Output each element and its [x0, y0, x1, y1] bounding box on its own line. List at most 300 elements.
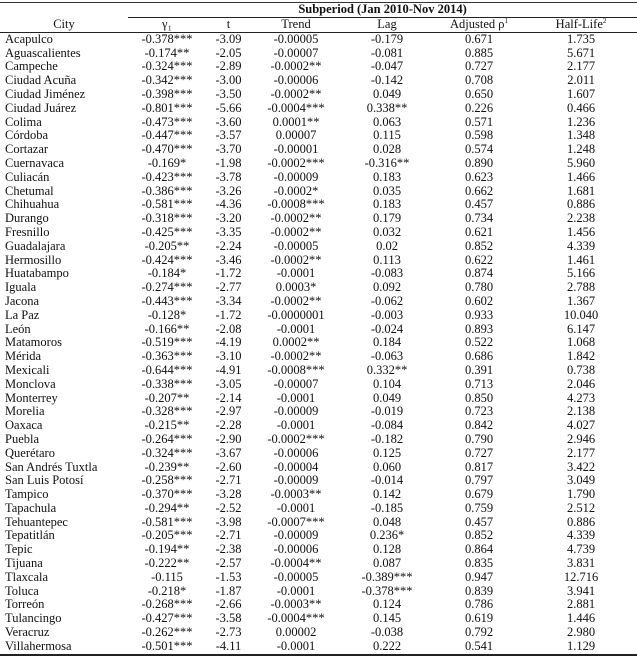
cell-gamma: -0.363*** [141, 349, 193, 364]
cell-city: Tapachula [5, 500, 57, 515]
col-header-half-life: Half-Life$^2$ [525, 17, 637, 32]
cell-lag: -0.179 [370, 31, 404, 46]
cell-lag: 0.048 [372, 514, 402, 529]
cell-city: Cortazar [5, 142, 49, 157]
cell-adjusted: 0.598 [464, 128, 494, 143]
cell-half-life: 3.049 [566, 473, 596, 488]
cell-lag: -0.081 [370, 45, 404, 60]
table-row [0, 405, 637, 419]
cell-t: -3.28 [215, 487, 242, 502]
cell-city: Tehuantepec [5, 514, 68, 529]
cell-lag: 0.222 [341, 640, 433, 655]
table-row [0, 336, 637, 350]
cell-trend: -0.0001 [276, 321, 316, 336]
cell-city: Campeche [5, 59, 58, 74]
cell-gamma: -0.342*** [141, 73, 193, 88]
cell-t: -4.11 [206, 640, 251, 655]
cell-adjusted: 0.457 [464, 197, 494, 212]
cell-city: San Luis Potosí [5, 473, 84, 488]
table-row [0, 392, 637, 406]
cell-city: Tepatitlán [5, 528, 55, 543]
cell-adjusted: 0.679 [464, 487, 494, 502]
cell-gamma: -0.519*** [141, 335, 193, 350]
cell-t: -3.35 [215, 224, 242, 239]
cell-lag: 0.028 [372, 142, 402, 157]
cell-city: Toluca [5, 583, 39, 598]
cell-half-life: 2.138 [566, 404, 596, 419]
cell-gamma: -0.425*** [141, 224, 193, 239]
cell-adjusted: 0.852 [464, 528, 494, 543]
table-row [0, 557, 637, 571]
cell-adjusted: 0.786 [464, 597, 494, 612]
cell-trend: -0.00009 [273, 169, 319, 184]
cell-trend: -0.0002** [270, 211, 322, 226]
cell-adjusted: 0.727 [464, 59, 494, 74]
cell-trend: 0.00007 [275, 128, 317, 143]
cell-t: -3.10 [215, 349, 242, 364]
cell-half-life: 4.739 [566, 542, 596, 557]
cell-adjusted: 0.759 [464, 500, 494, 515]
cell-lag: 0.115 [373, 128, 401, 143]
cell-t: -1.87 [215, 583, 242, 598]
cell-city: Fresnillo [5, 224, 50, 239]
cell-gamma: -0.470*** [141, 142, 193, 157]
cell-adjusted: 0.780 [464, 280, 494, 295]
cell-half-life: 6.147 [566, 321, 596, 336]
cell-adjusted: 0.839 [464, 583, 494, 598]
cell-half-life: 0.738 [566, 362, 596, 377]
cell-gamma: -0.174** [144, 45, 190, 60]
cell-city: Torreón [5, 597, 45, 612]
cell-adjusted: 0.835 [464, 556, 494, 571]
cell-t: -4.91 [215, 362, 242, 377]
cell-half-life: 1.367 [566, 293, 596, 308]
footnote-marker: 2 [602, 16, 607, 25]
cell-city: Monclova [5, 376, 56, 391]
cell-t: -3.67 [215, 445, 242, 460]
table-row [0, 60, 637, 74]
cell-gamma: -0.222** [144, 556, 190, 571]
cell-city: León [5, 321, 31, 336]
cell-t: -4.36 [215, 197, 242, 212]
cell-adjusted: 0.792 [464, 625, 494, 640]
cell-adjusted: 0.852 [464, 238, 494, 253]
cell-gamma: -0.166** [144, 321, 190, 336]
cell-t: -3.34 [215, 293, 242, 308]
cell-gamma: -0.398*** [141, 86, 193, 101]
cell-city: Ciudad Jiménez [5, 86, 86, 101]
cell-half-life: 12.716 [563, 569, 599, 584]
cell-adjusted: 0.790 [464, 431, 494, 446]
cell-lag: 0.063 [372, 114, 402, 129]
cell-half-life: 4.273 [566, 390, 596, 405]
cell-adjusted: 0.391 [464, 362, 494, 377]
cell-gamma: -0.262*** [141, 625, 193, 640]
table-row [0, 212, 637, 226]
cell-city: Mérida [5, 349, 42, 364]
cell-trend: -0.0004*** [267, 100, 325, 115]
cell-half-life: 2.177 [566, 445, 596, 460]
cell-trend: -0.0008*** [267, 197, 325, 212]
cell-t: -3.50 [215, 86, 242, 101]
cell-t: -2.66 [215, 597, 242, 612]
cell-trend: -0.0002** [270, 252, 322, 267]
cell-city: Ciudad Juárez [5, 100, 77, 115]
cell-gamma: -0.205*** [141, 528, 193, 543]
cell-half-life: 1.348 [566, 128, 596, 143]
cell-trend: -0.00005 [273, 569, 319, 584]
cell-trend: -0.00009 [273, 473, 319, 488]
table-row [0, 433, 637, 447]
cell-adjusted: 0.850 [464, 390, 494, 405]
footnote-marker: 1 [504, 16, 508, 25]
cell-trend: 0.0002** [272, 335, 320, 350]
table-row [0, 32, 637, 46]
cell-half-life: 1.790 [566, 487, 596, 502]
cell-trend: -0.0001 [276, 266, 316, 281]
cell-lag: -0.378*** [361, 583, 413, 598]
cell-trend: 0.0003* [275, 280, 317, 295]
cell-gamma: -0.324*** [141, 59, 193, 74]
cell-half-life: 10.040 [563, 307, 599, 322]
cell-half-life: 1.735 [566, 31, 596, 46]
col-header-gamma: γ₁ [128, 17, 206, 32]
cell-half-life: 5.166 [566, 266, 596, 281]
cell-half-life: 1.607 [566, 86, 596, 101]
cell-lag: 0.332** [366, 362, 408, 377]
cell-adjusted: 0.874 [464, 266, 494, 281]
cell-city: Acapulco [5, 31, 53, 46]
cell-t: -4.19 [215, 335, 242, 350]
cell-half-life: 2.946 [566, 431, 596, 446]
cell-gamma: -0.386*** [141, 183, 193, 198]
cell-lag: -0.316** [364, 155, 410, 170]
cell-gamma: -0.194** [144, 542, 190, 557]
cell-t: -3.46 [215, 252, 242, 267]
cell-lag: 0.087 [372, 556, 402, 571]
cell-city: Tampico [5, 487, 49, 502]
cell-lag: 0.032 [372, 224, 402, 239]
cell-adjusted: 0.623 [464, 169, 494, 184]
cell-half-life: 2.788 [566, 280, 596, 295]
cell-t: -1.98 [215, 155, 242, 170]
cell-trend: -0.00005 [273, 238, 319, 253]
cell-adjusted: 0.842 [464, 418, 494, 433]
table-row [0, 88, 637, 102]
cell-trend: -0.0002** [270, 59, 322, 74]
cell-lag: 0.145 [372, 611, 402, 626]
cell-city: Querétaro [5, 445, 55, 460]
cell-city: Guadalajara [5, 238, 66, 253]
cell-lag: -0.014 [370, 473, 404, 488]
table-row [0, 74, 637, 88]
cell-adjusted: 0.864 [464, 542, 494, 557]
col-header-adjusted: Adjusted $\rho^1$ [433, 17, 525, 32]
cell-lag: -0.062 [370, 293, 404, 308]
table-row [0, 640, 637, 655]
cell-adjusted: 0.671 [464, 31, 494, 46]
cell-trend: -0.0002** [270, 224, 322, 239]
cell-lag: -0.142 [370, 73, 404, 88]
table-row [0, 612, 637, 626]
cell-city: Morelia [5, 404, 45, 419]
cell-lag: -0.182 [370, 431, 404, 446]
cell-lag: 0.049 [372, 390, 402, 405]
table-row [0, 309, 637, 323]
cell-half-life: 1.466 [566, 169, 596, 184]
cell-trend: -0.0004** [270, 556, 322, 571]
table-row [0, 585, 637, 599]
cell-lag: -0.185 [370, 500, 404, 515]
cell-gamma: -0.169* [147, 155, 187, 170]
cell-trend: -0.0002*** [267, 431, 325, 446]
cell-t: -2.73 [215, 625, 242, 640]
cell-trend: -0.0002** [270, 86, 322, 101]
cell-half-life: 1.248 [566, 142, 596, 157]
cell-lag: -0.047 [370, 59, 404, 74]
table-row [0, 419, 637, 433]
cell-t: -2.28 [215, 418, 242, 433]
table-row [0, 47, 637, 61]
cell-lag: 0.092 [372, 280, 402, 295]
table-row [0, 626, 637, 640]
cell-half-life: 2.046 [566, 376, 596, 391]
cell-city: Oaxaca [5, 418, 43, 433]
cell-adjusted: 0.817 [464, 459, 494, 474]
cell-t: -1.72 [215, 307, 242, 322]
cell-city: Colima [5, 114, 42, 129]
cell-t: -2.24 [215, 238, 242, 253]
cell-city: Chetumal [5, 183, 54, 198]
cell-lag: -0.084 [370, 418, 404, 433]
table-row [0, 378, 637, 392]
cell-trend: -0.00007 [273, 45, 319, 60]
table-row [0, 350, 637, 364]
cell-city: Tlaxcala [5, 569, 49, 584]
cell-trend: -0.00001 [273, 142, 319, 157]
cell-adjusted: 0.686 [464, 349, 494, 364]
cell-city: Córdoba [5, 128, 49, 143]
cell-gamma: -0.207** [144, 390, 190, 405]
cell-trend: -0.0002*** [267, 155, 325, 170]
cell-trend: 0.00002 [275, 625, 317, 640]
cell-trend: -0.0001 [251, 640, 341, 655]
cell-trend: -0.0001 [276, 418, 316, 433]
cell-gamma: -0.473*** [141, 114, 193, 129]
cell-t: -1.53 [215, 569, 242, 584]
table-row [0, 461, 637, 475]
cell-t: -2.97 [215, 404, 242, 419]
cell-trend: 0.0001** [272, 114, 320, 129]
cell-adjusted: 0.602 [464, 293, 494, 308]
cell-lag: 0.104 [372, 376, 402, 391]
cell-gamma: -0.328*** [141, 404, 193, 419]
cell-gamma: -0.427*** [141, 611, 193, 626]
cell-city: Hermosillo [5, 252, 62, 267]
cell-half-life: 0.886 [566, 514, 596, 529]
col-header-trend: Trend [251, 17, 341, 32]
table-row [0, 129, 637, 143]
cell-half-life: 4.339 [566, 528, 596, 543]
cell-trend: -0.00006 [273, 445, 319, 460]
cell-trend: -0.0002** [270, 349, 322, 364]
cell-gamma: -0.258*** [141, 473, 193, 488]
cell-gamma: -0.644*** [141, 362, 193, 377]
cell-trend: -0.00006 [273, 73, 319, 88]
cell-t: -3.60 [215, 114, 242, 129]
cell-city: Mexicali [5, 362, 50, 377]
cell-adjusted: 0.662 [464, 183, 494, 198]
cell-trend: -0.00009 [273, 528, 319, 543]
cell-city: La Paz [5, 307, 40, 322]
cell-t: -3.98 [215, 514, 242, 529]
table-row [0, 543, 637, 557]
cell-city: Tijuana [5, 556, 43, 571]
cell-lag: -0.024 [370, 321, 404, 336]
cell-t: -2.57 [215, 556, 242, 571]
table-row [0, 185, 637, 199]
cell-trend: -0.00006 [273, 542, 319, 557]
cell-t: -2.05 [215, 45, 242, 60]
cell-adjusted: 0.727 [464, 445, 494, 460]
cell-city: Veracruz [5, 625, 50, 640]
cell-gamma: -0.218* [147, 583, 187, 598]
cell-lag: -0.083 [370, 266, 404, 281]
table-row [0, 598, 637, 612]
cell-trend: -0.0007*** [267, 514, 325, 529]
cell-t: -3.57 [215, 128, 242, 143]
cell-t: -3.05 [215, 376, 242, 391]
cell-lag: 0.060 [372, 459, 402, 474]
table-row [0, 171, 637, 185]
cell-t: -2.90 [215, 431, 242, 446]
cell-city: Iguala [5, 280, 37, 295]
cell-lag: 0.236* [369, 528, 405, 543]
cell-t: -2.08 [215, 321, 242, 336]
results-table [0, 3, 637, 656]
cell-adjusted: 0.574 [464, 142, 494, 157]
cell-t: -2.38 [215, 542, 242, 557]
cell-adjusted: 0.713 [464, 376, 494, 391]
cell-half-life: 2.980 [566, 625, 596, 640]
table-row [0, 226, 637, 240]
cell-gamma: -0.443*** [141, 293, 193, 308]
table-row [0, 364, 637, 378]
cell-gamma: -0.128* [147, 307, 187, 322]
cell-t: -3.00 [215, 73, 242, 88]
cell-trend: -0.0001 [276, 390, 316, 405]
col-header-t: t [206, 17, 251, 32]
cell-gamma: -0.423*** [141, 169, 193, 184]
cell-trend: -0.00009 [273, 404, 319, 419]
group-header: Subperiod (Jan 2010-Nov 2014) [128, 3, 637, 17]
cell-trend: -0.0003** [270, 597, 322, 612]
cell-half-life: 4.027 [566, 418, 596, 433]
cell-half-life: 2.177 [566, 59, 596, 74]
cell-trend: -0.0000001 [267, 307, 325, 322]
cell-lag: 0.113 [373, 252, 401, 267]
cell-adjusted: 0.734 [464, 211, 494, 226]
cell-gamma: -0.501*** [128, 640, 206, 655]
cell-half-life: 0.466 [566, 100, 596, 115]
col-header-city: City [0, 17, 128, 32]
cell-gamma: -0.294** [144, 500, 190, 515]
cell-lag: -0.063 [370, 349, 404, 364]
cell-t: -2.77 [215, 280, 242, 295]
cell-half-life: 1.068 [566, 335, 596, 350]
cell-lag: -0.038 [370, 625, 404, 640]
cell-gamma: -0.318*** [141, 211, 193, 226]
cell-t: -3.20 [215, 211, 242, 226]
cell-t: -3.09 [215, 31, 242, 46]
cell-t: -2.71 [215, 473, 242, 488]
cell-half-life: 3.831 [566, 556, 596, 571]
cell-adjusted: 0.226 [464, 100, 494, 115]
cell-city: Monterrey [5, 390, 58, 405]
table-row [0, 474, 637, 488]
cell-lag: 0.128 [372, 542, 402, 557]
table-row [0, 516, 637, 530]
cell-t: -5.66 [215, 100, 242, 115]
cell-gamma: -0.115 [151, 569, 183, 584]
cell-city: Jacona [5, 293, 40, 308]
cell-city: Chihuahua [5, 197, 60, 212]
cell-lag: -0.003 [370, 307, 404, 322]
cell-lag: 0.184 [372, 335, 402, 350]
cell-t: -3.70 [215, 142, 242, 157]
cell-half-life: 5.960 [566, 155, 596, 170]
cell-gamma: -0.338*** [141, 376, 193, 391]
cell-gamma: -0.378*** [141, 31, 193, 46]
cell-trend: -0.0001 [276, 500, 316, 515]
table-row [0, 323, 637, 337]
cell-lag: 0.124 [372, 597, 402, 612]
table-row [0, 529, 637, 543]
cell-half-life: 1.461 [566, 252, 596, 267]
cell-lag: 0.183 [372, 197, 402, 212]
cell-city: Ciudad Acuña [5, 73, 77, 88]
cell-t: -2.14 [215, 390, 242, 405]
cell-adjusted: 0.650 [464, 86, 494, 101]
cell-t: -3.78 [215, 169, 242, 184]
cell-adjusted: 0.522 [464, 335, 494, 350]
table-row [0, 281, 637, 295]
table-row [0, 447, 637, 461]
cell-gamma: -0.370*** [141, 487, 193, 502]
cell-trend: -0.0008*** [267, 362, 325, 377]
table-row [0, 157, 637, 171]
cell-adjusted: 0.541 [433, 640, 525, 655]
cell-half-life: 4.339 [566, 238, 596, 253]
cell-trend: -0.0004*** [267, 611, 325, 626]
cell-gamma: -0.447*** [141, 128, 193, 143]
cell-half-life: 1.842 [566, 349, 596, 364]
cell-gamma: -0.581*** [141, 197, 193, 212]
cell-city: Matamoros [5, 335, 62, 350]
cell-gamma: -0.184* [147, 266, 187, 281]
cell-half-life: 1.446 [566, 611, 596, 626]
cell-adjusted: 0.708 [464, 73, 494, 88]
cell-lag: 0.142 [372, 487, 402, 502]
cell-trend: -0.0002** [270, 293, 322, 308]
table-body [0, 32, 637, 654]
cell-gamma: -0.274*** [141, 280, 193, 295]
cell-lag: -0.389*** [361, 569, 413, 584]
cell-half-life: 2.011 [567, 73, 595, 88]
cell-trend: -0.00007 [273, 376, 319, 391]
cell-lag: 0.179 [372, 211, 402, 226]
cell-half-life: 2.238 [566, 211, 596, 226]
